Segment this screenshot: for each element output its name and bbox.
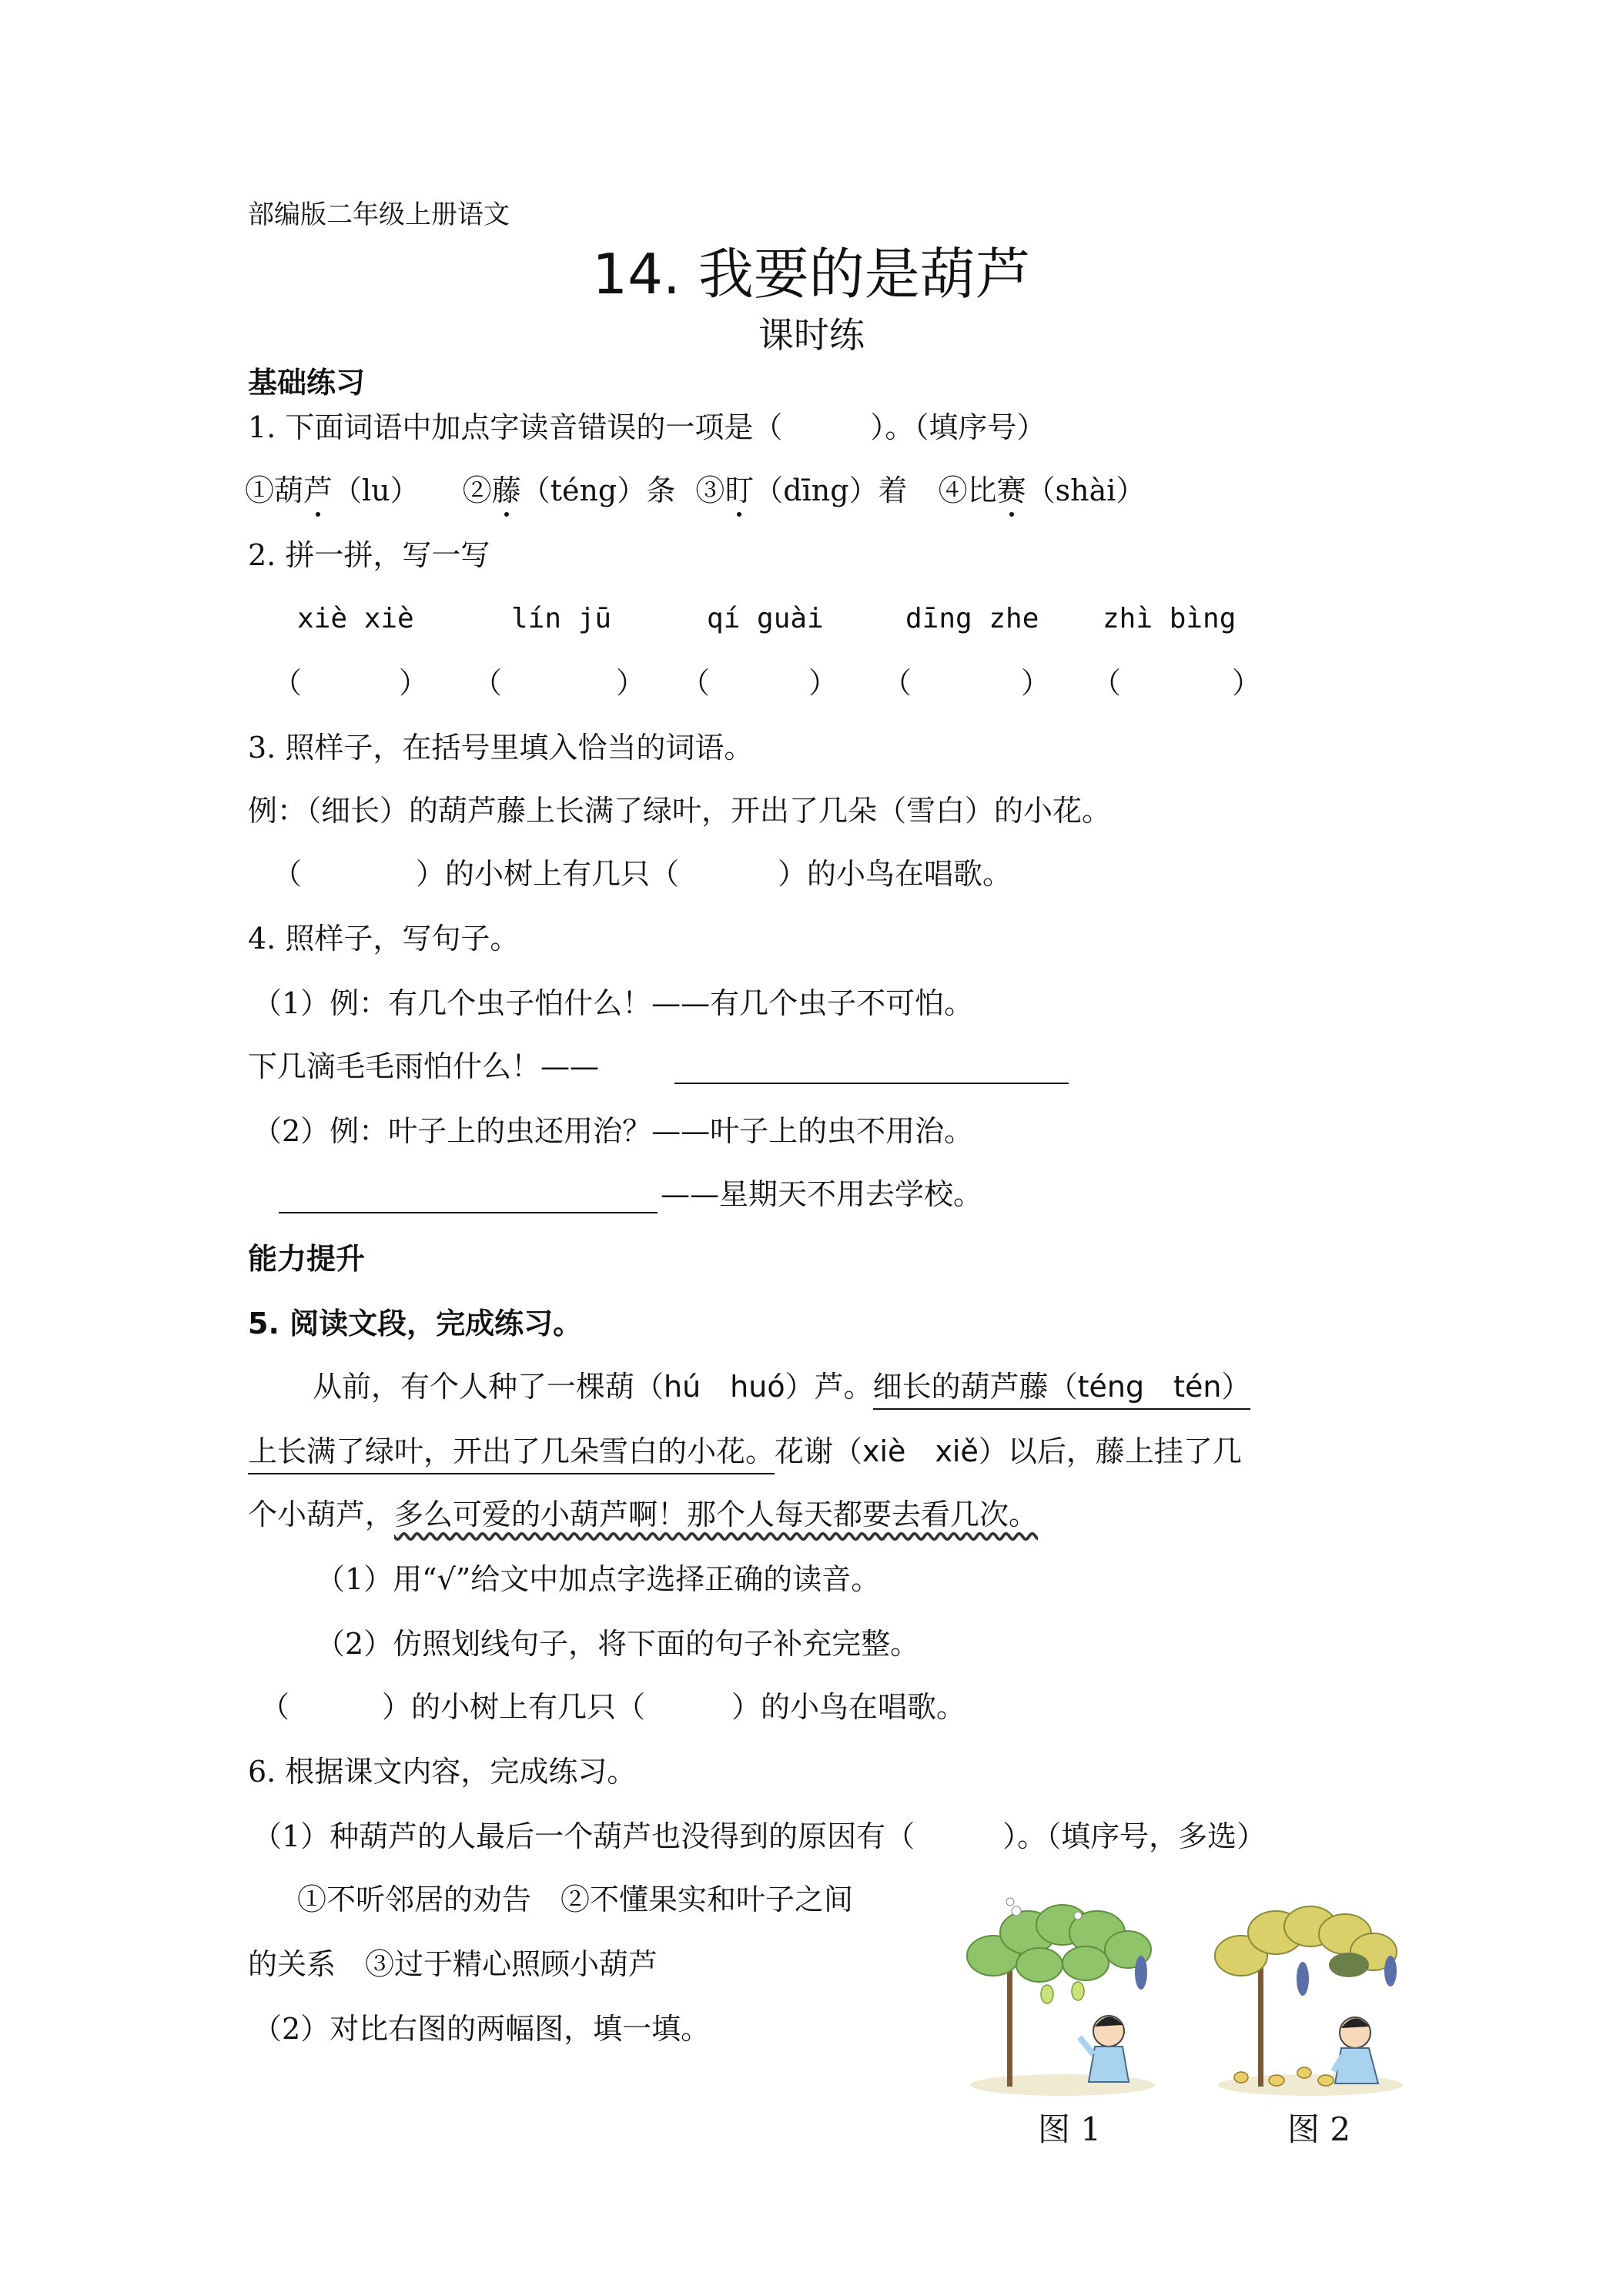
figure-1-caption: 图 1: [1038, 2110, 1102, 2148]
q5-passage-line-2: 上长满了绿叶，开出了几朵雪白的小花。花谢（xiè xiě）以后，藤上挂了几: [248, 1437, 1242, 1466]
q5-wavy-sentence: 多么可爱的小葫芦啊！那个人每天都要去看几次。: [394, 1498, 1039, 1531]
q1-option-2: ②藤（téng）条: [462, 474, 676, 507]
q2-answer-box-1[interactable]: （ ）: [273, 666, 429, 700]
q5-subquestion-1: （1）用“√”给文中加点字选择正确的读音。: [316, 1562, 881, 1596]
q6-stem: 6. 根据课文内容，完成练习。: [248, 1755, 637, 1789]
q4-stem: 4. 照样子，写句子。: [248, 922, 520, 956]
q6-subquestion-1: （1）种葫芦的人最后一个葫芦也没得到的原因有（ ）。（填序号，多选）: [253, 1819, 1267, 1853]
q4-answer-line-1[interactable]: [674, 1083, 1069, 1084]
q2-answer-box-5[interactable]: （ ）: [1092, 666, 1262, 700]
q1-option-1: ①葫芦（lu）: [245, 474, 420, 507]
q6-options-line-2: 的关系 ③过于精心照顾小葫芦: [248, 1947, 658, 1981]
q2-pinyin-1: xiè xiè: [297, 603, 414, 634]
q2-pinyin-2: lín jū: [511, 603, 612, 634]
q2-stem: 2. 拼一拼，写一写: [248, 538, 490, 572]
q6-options-line-1: ①不听邻居的劝告 ②不懂果实和叶子之间: [297, 1883, 854, 1916]
q5-passage-line-1: 从前，有个人种了一棵葫（hú huó）芦。细长的葫芦藤（téng tén）: [313, 1372, 1250, 1401]
q2-pinyin-3: qí guài: [707, 603, 824, 634]
q1-option-4: ④比赛（shài）: [938, 474, 1146, 507]
q1-stem: 1. 下面词语中加点字读音错误的一项是（ ）。（填序号）: [248, 410, 1046, 444]
q4-fill-2-suffix: ——星期天不用去学校。: [661, 1177, 983, 1211]
q2-answer-box-3[interactable]: （ ）: [681, 666, 838, 700]
q2-pinyin-5: zhì bìng: [1103, 603, 1236, 634]
figure-2-illustration: [1210, 1879, 1411, 2102]
q4-answer-line-2[interactable]: [279, 1212, 658, 1213]
q4-example-2: （2）例：叶子上的虫还用治？——叶子上的虫不用治。: [253, 1114, 974, 1148]
q2-answer-box-4[interactable]: （ ）: [882, 666, 1051, 700]
q5-fill-sentence[interactable]: （ ）的小树上有几只（ ）的小鸟在唱歌。: [260, 1690, 966, 1724]
section-heading-basic: 基础练习: [248, 366, 366, 400]
series-label: 部编版二年级上册语文: [248, 199, 510, 230]
q5-stem: 5. 阅读文段，完成练习。: [248, 1307, 583, 1340]
q4-example-1: （1）例：有几个虫子怕什么！——有几个虫子不可怕。: [253, 986, 974, 1020]
page-subtitle: 课时练: [758, 314, 865, 356]
q3-stem: 3. 照样子，在括号里填入恰当的词语。: [248, 731, 754, 765]
q1-options: [245, 476, 1145, 505]
q1-option-3: ③盯（dīng）着: [695, 474, 908, 507]
page-title: 14. 我要的是葫芦: [592, 242, 1031, 306]
q5-subquestion-2: （2）仿照划线句子，将下面的句子补充完整。: [316, 1627, 920, 1661]
figure-1-illustration: [962, 1879, 1163, 2102]
q3-fill-sentence[interactable]: （ ）的小树上有几只（ ）的小鸟在唱歌。: [273, 857, 1012, 891]
q5-underlined-sentence: 细长的葫芦藤（téng tén）: [873, 1370, 1251, 1410]
section-heading-advanced: 能力提升: [248, 1242, 366, 1276]
q2-pinyin-4: dīng zhe: [905, 603, 1039, 634]
q4-fill-1-prompt: 下几滴毛毛雨怕什么！——: [248, 1049, 600, 1083]
figure-2-caption: 图 2: [1287, 2110, 1351, 2148]
q5-passage-line-3: 个小葫芦，多么可爱的小葫芦啊！那个人每天都要去看几次。: [248, 1498, 1039, 1531]
q6-subquestion-2: （2）对比右图的两幅图，填一填。: [253, 2012, 711, 2046]
q3-example: 例：（细长）的葫芦藤上长满了绿叶，开出了几朵（雪白）的小花。: [248, 794, 1112, 828]
q2-answer-box-2[interactable]: （ ）: [473, 666, 646, 700]
